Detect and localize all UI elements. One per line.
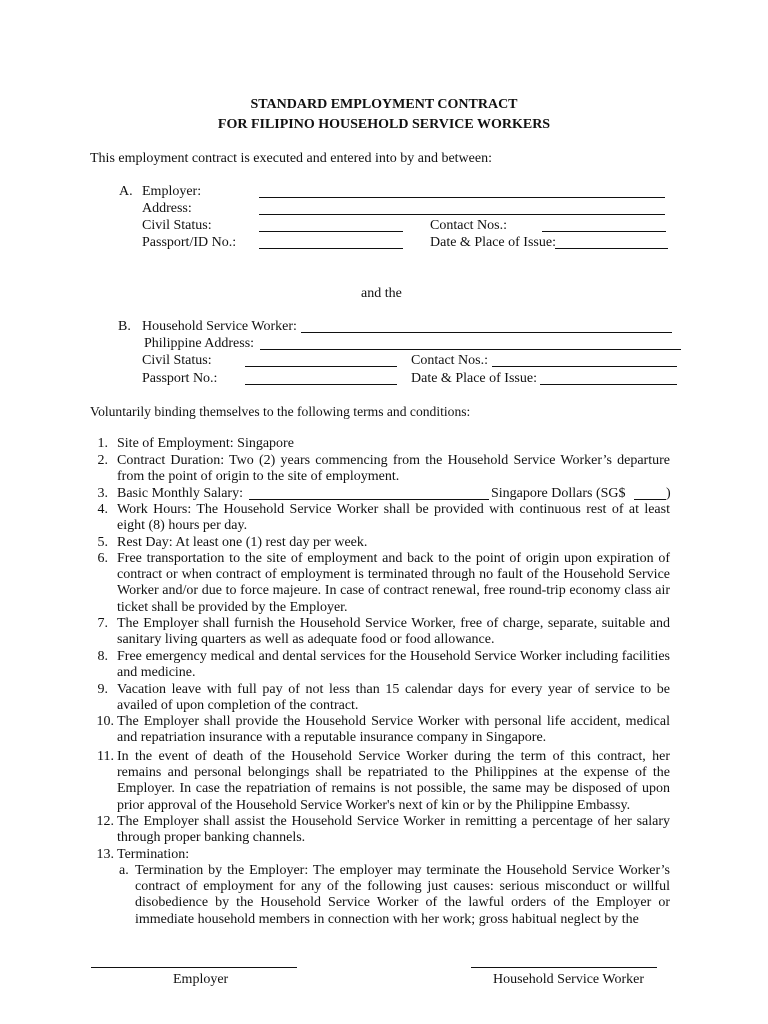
term-6-text: Free transportation to the site of employment and back to the point of origin upon expiration of contract or when contract of employment is terminated through no fault of the Household Service Worker and/or due to force majeure. In case of contract renewal, free round-trip economy class air ticket shall be provided by the Employer. [117, 551, 670, 615]
term-7-number: 7. [97, 616, 108, 631]
worker-label: Household Service Worker: [142, 319, 297, 334]
contract-title-line1: STANDARD EMPLOYMENT CONTRACT [250, 97, 518, 112]
employer-signature-line[interactable] [91, 967, 297, 968]
term-3-number: 3. [97, 486, 108, 501]
term-12-number: 12. [96, 814, 114, 829]
employer-address-field-line[interactable] [259, 214, 665, 215]
contract-title-line2: FOR FILIPINO HOUSEHOLD SERVICE WORKERS [217, 117, 551, 132]
term-8-text: Free emergency medical and dental services for the Household Service Worker including facilities and medicine. [117, 649, 670, 681]
salary-currency-field-line[interactable] [634, 499, 666, 500]
employer-date-place-field-line[interactable] [555, 248, 668, 249]
employer-passport-label: Passport/ID No.: [142, 235, 237, 250]
intro-text: This employment contract is executed and entered into by and between: [90, 151, 492, 166]
employer-civil-status-field-line[interactable] [259, 231, 403, 232]
worker-address-field-line[interactable] [260, 349, 681, 350]
worker-contact-field-line[interactable] [492, 366, 677, 367]
party-a-marker: A. [119, 184, 133, 199]
employer-date-place-label: Date & Place of Issue: [430, 235, 556, 250]
term-10-text: The Employer shall provide the Household Service Worker with personal life accident, medical and repatriation insurance with a reputable insurance company in Singapore. [117, 714, 670, 746]
salary-currency-label: Singapore Dollars (SG$ [491, 486, 626, 501]
worker-civil-status-label: Civil Status: [142, 353, 212, 368]
term-4-number: 4. [97, 502, 108, 517]
employer-contact-label: Contact Nos.: [430, 218, 507, 233]
salary-field-line[interactable] [249, 499, 489, 500]
worker-passport-label: Passport No.: [142, 371, 218, 386]
term-5-text: Rest Day: At least one (1) rest day per week. [117, 535, 368, 550]
term-11-text: In the event of death of the Household Service Worker during the term of this contract, her remains and personal belongings shall be repatriated to the Philippines at the expense of the Employer. In case the repatriation of remains is not possible, the same may be disposed of upon prior approval of the Household Service Worker's next of kin or by the Philippine Embassy. [117, 749, 670, 813]
salary-label: Basic Monthly Salary: [117, 486, 247, 501]
worker-date-place-label: Date & Place of Issue: [411, 371, 537, 386]
worker-field-line[interactable] [301, 332, 672, 333]
employer-field-line[interactable] [259, 197, 665, 198]
employer-address-label: Address: [142, 201, 192, 216]
term-6-number: 6. [97, 551, 108, 566]
salary-currency-close: ) [666, 486, 671, 501]
term-11-number: 11. [97, 749, 114, 764]
term-9-number: 9. [97, 682, 108, 697]
term-1-number: 1. [97, 436, 108, 451]
term-2-text: Contract Duration: Two (2) years commencing from the Household Service Worker’s departure from the point of origin to the site of employment. [117, 453, 670, 485]
term-7-text: The Employer shall furnish the Household Service Worker, free of charge, separate, suitable and sanitary living quarters as well as adequate food or food allowance. [117, 616, 670, 648]
term-10-number: 10. [96, 714, 114, 729]
and-the-text: and the [361, 286, 402, 301]
worker-signature-label: Household Service Worker [493, 972, 645, 987]
term-2-number: 2. [97, 453, 108, 468]
worker-address-label: Philippine Address: [144, 336, 255, 351]
worker-passport-field-line[interactable] [245, 384, 397, 385]
employer-signature-label: Employer [173, 972, 229, 987]
worker-civil-status-field-line[interactable] [245, 366, 397, 367]
employer-contact-field-line[interactable] [542, 231, 666, 232]
employer-passport-field-line[interactable] [259, 248, 403, 249]
worker-signature-line[interactable] [471, 967, 657, 968]
termination-a-marker: a. [119, 863, 129, 878]
term-13-number: 13. [96, 847, 114, 862]
worker-date-place-field-line[interactable] [540, 384, 677, 385]
term-1-text: Site of Employment: Singapore [117, 436, 294, 451]
employer-civil-status-label: Civil Status: [142, 218, 212, 233]
term-12-text: The Employer shall assist the Household Service Worker in remitting a percentage of her salary through proper banking channels. [117, 814, 670, 846]
termination-a-text: Termination by the Employer: The employer may terminate the Household Service Worker’s contract of employment for any of the following just causes: serious misconduct or willful disobedience by the Household Service Worker of the lawful orders of the Employer or immediate household members in connection with her work; gross habitual neglect by the [135, 863, 670, 927]
term-13-text: Termination: [117, 847, 190, 862]
binding-text: Voluntarily binding themselves to the following terms and conditions: [90, 404, 471, 419]
term-4-text: Work Hours: The Household Service Worker shall be provided with continuous rest of at least eight (8) hours per day. [117, 502, 670, 534]
term-9-text: Vacation leave with full pay of not less than 15 calendar days for every year of service to be availed of upon completion of the contract. [117, 682, 670, 714]
employer-label: Employer: [142, 184, 202, 199]
party-b-marker: B. [118, 319, 131, 334]
term-5-number: 5. [97, 535, 108, 550]
worker-contact-label: Contact Nos.: [411, 353, 488, 368]
term-8-number: 8. [97, 649, 108, 664]
